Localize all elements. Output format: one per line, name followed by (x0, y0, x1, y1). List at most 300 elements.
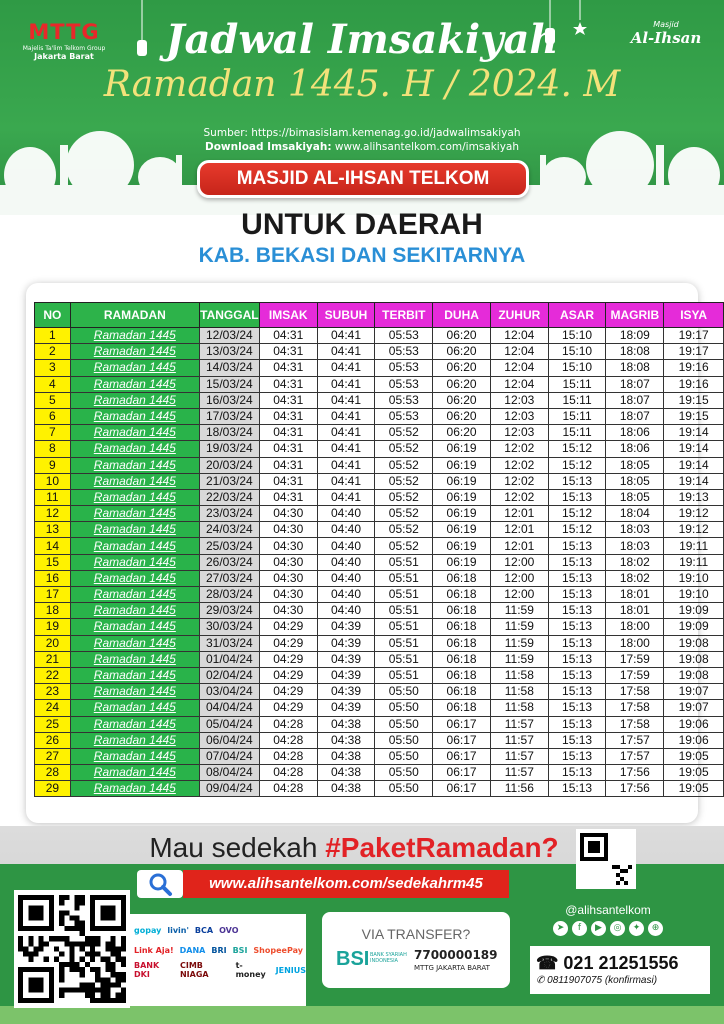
time-cell: 06:19 (433, 473, 491, 489)
ramadan-link[interactable]: Ramadan 1445 (70, 538, 199, 554)
date-cell: 26/03/24 (199, 554, 259, 570)
time-cell: 15:13 (548, 667, 606, 683)
time-cell: 06:20 (433, 360, 491, 376)
time-cell: 04:40 (317, 603, 375, 619)
time-cell: 05:50 (375, 781, 433, 797)
time-cell: 11:57 (490, 732, 548, 748)
org-location: Jakarta Barat (34, 52, 94, 61)
time-cell: 04:31 (259, 360, 317, 376)
time-cell: 06:20 (433, 376, 491, 392)
time-cell: 04:39 (317, 700, 375, 716)
date-cell: 31/03/24 (199, 635, 259, 651)
table-row (35, 619, 724, 635)
time-cell: 18:07 (606, 376, 664, 392)
column-header: IMSAK (259, 303, 317, 328)
table-row (35, 651, 724, 667)
time-cell: 05:53 (375, 408, 433, 424)
time-cell: 19:15 (664, 408, 724, 424)
day-number: 23 (35, 684, 71, 700)
date-cell: 25/03/24 (199, 538, 259, 554)
time-cell: 15:13 (548, 748, 606, 764)
ramadan-link[interactable]: Ramadan 1445 (70, 619, 199, 635)
table-row (35, 554, 724, 570)
ramadan-link[interactable]: Ramadan 1445 (70, 765, 199, 781)
donation-link-box[interactable] (137, 870, 509, 898)
time-cell: 11:59 (490, 651, 548, 667)
ramadan-link[interactable]: Ramadan 1445 (70, 570, 199, 586)
time-cell: 04:39 (317, 684, 375, 700)
time-cell: 19:05 (664, 748, 724, 764)
time-cell: 18:02 (606, 554, 664, 570)
sedekah-prefix: Mau sedekah (149, 832, 326, 863)
time-cell: 17:56 (606, 765, 664, 781)
table-row (35, 684, 724, 700)
time-cell: 19:17 (664, 328, 724, 344)
time-cell: 11:59 (490, 603, 548, 619)
time-cell: 18:05 (606, 489, 664, 505)
time-cell: 04:29 (259, 684, 317, 700)
ramadan-link[interactable]: Ramadan 1445 (70, 554, 199, 570)
time-cell: 04:30 (259, 603, 317, 619)
date-cell: 21/03/24 (199, 473, 259, 489)
date-cell: 08/04/24 (199, 765, 259, 781)
via-transfer-label: VIA TRANSFER? (361, 926, 471, 942)
table-row (35, 700, 724, 716)
table-row (35, 781, 724, 797)
time-cell: 06:19 (433, 489, 491, 505)
time-cell: 18:08 (606, 344, 664, 360)
time-cell: 04:41 (317, 425, 375, 441)
table-row (35, 716, 724, 732)
time-cell: 04:31 (259, 328, 317, 344)
time-cell: 06:18 (433, 635, 491, 651)
day-number: 1 (35, 328, 71, 344)
time-cell: 15:11 (548, 376, 606, 392)
time-cell: 04:31 (259, 344, 317, 360)
source-label: Sumber: (203, 127, 248, 139)
time-cell: 04:39 (317, 619, 375, 635)
telegram-icon[interactable]: ➤ (553, 921, 568, 936)
ramadan-link[interactable]: Ramadan 1445 (70, 732, 199, 748)
table-row (35, 489, 724, 505)
column-header: ZUHUR (490, 303, 548, 328)
time-cell: 04:31 (259, 473, 317, 489)
time-cell: 15:12 (548, 457, 606, 473)
time-cell: 19:09 (664, 619, 724, 635)
time-cell: 06:17 (433, 765, 491, 781)
time-cell: 04:30 (259, 570, 317, 586)
date-cell: 17/03/24 (199, 408, 259, 424)
time-cell: 15:13 (548, 489, 606, 505)
masjid-banner: MASJID AL-IHSAN TELKOM (197, 160, 529, 198)
time-cell: 04:40 (317, 506, 375, 522)
time-cell: 12:01 (490, 506, 548, 522)
time-cell: 05:52 (375, 425, 433, 441)
date-cell: 07/04/24 (199, 748, 259, 764)
time-cell: 05:51 (375, 603, 433, 619)
date-cell: 01/04/24 (199, 651, 259, 667)
ramadan-link[interactable]: Ramadan 1445 (70, 425, 199, 441)
ramadan-link[interactable]: Ramadan 1445 (70, 376, 199, 392)
time-cell: 05:51 (375, 570, 433, 586)
time-cell: 12:01 (490, 522, 548, 538)
time-cell: 15:13 (548, 684, 606, 700)
facebook-icon[interactable]: f (572, 921, 587, 936)
time-cell: 04:29 (259, 635, 317, 651)
time-cell: 05:52 (375, 441, 433, 457)
time-cell: 06:18 (433, 603, 491, 619)
table-row (35, 506, 724, 522)
qr-code-donation[interactable] (576, 829, 636, 889)
time-cell: 04:31 (259, 425, 317, 441)
jenius-logo: JENIUS (275, 965, 306, 975)
page-subtitle: Ramadan 1445. H / 2024. M (103, 64, 621, 105)
ramadan-link[interactable]: Ramadan 1445 (70, 408, 199, 424)
time-cell: 18:06 (606, 425, 664, 441)
time-cell: 04:31 (259, 392, 317, 408)
day-number: 11 (35, 489, 71, 505)
time-cell: 04:41 (317, 408, 375, 424)
time-cell: 19:14 (664, 425, 724, 441)
time-cell: 15:13 (548, 538, 606, 554)
time-cell: 18:05 (606, 457, 664, 473)
date-cell: 04/04/24 (199, 700, 259, 716)
time-cell: 12:00 (490, 587, 548, 603)
time-cell: 17:57 (606, 748, 664, 764)
time-cell: 04:31 (259, 489, 317, 505)
livin-logo: livin' (167, 925, 189, 935)
time-cell: 17:57 (606, 732, 664, 748)
table-row (35, 732, 724, 748)
day-number: 9 (35, 457, 71, 473)
time-cell: 04:28 (259, 716, 317, 732)
day-number: 28 (35, 765, 71, 781)
table-row (35, 457, 724, 473)
table-row (35, 667, 724, 683)
time-cell: 19:14 (664, 473, 724, 489)
time-cell: 18:05 (606, 473, 664, 489)
day-number: 7 (35, 425, 71, 441)
time-cell: 05:52 (375, 473, 433, 489)
time-cell: 06:20 (433, 408, 491, 424)
time-cell: 06:19 (433, 538, 491, 554)
account-name: MTTG JAKARTA BARAT (414, 964, 490, 972)
time-cell: 19:05 (664, 765, 724, 781)
time-cell: 19:08 (664, 635, 724, 651)
column-header: SUBUH (317, 303, 375, 328)
website-icon[interactable]: ⊕ (648, 921, 663, 936)
time-cell: 05:51 (375, 651, 433, 667)
day-number: 17 (35, 587, 71, 603)
time-cell: 06:17 (433, 716, 491, 732)
ramadan-link[interactable]: Ramadan 1445 (70, 651, 199, 667)
date-cell: 24/03/24 (199, 522, 259, 538)
table-row (35, 441, 724, 457)
source-link[interactable]: https://bimasislam.kemenag.go.id/jadwalimsakiyah (251, 127, 521, 139)
sedekah-headline (134, 832, 574, 864)
time-cell: 19:08 (664, 651, 724, 667)
time-cell: 12:02 (490, 441, 548, 457)
table-row (35, 587, 724, 603)
time-cell: 11:58 (490, 700, 548, 716)
date-cell: 29/03/24 (199, 603, 259, 619)
ramadan-link[interactable]: Ramadan 1445 (70, 489, 199, 505)
date-cell: 16/03/24 (199, 392, 259, 408)
bca-logo: BCA (194, 925, 214, 935)
time-cell: 06:18 (433, 587, 491, 603)
column-header: NO (35, 303, 71, 328)
time-cell: 06:18 (433, 667, 491, 683)
time-cell: 12:02 (490, 457, 548, 473)
time-cell: 18:02 (606, 570, 664, 586)
table-row (35, 538, 724, 554)
time-cell: 04:38 (317, 716, 375, 732)
time-cell: 15:13 (548, 603, 606, 619)
ramadan-link[interactable]: Ramadan 1445 (70, 392, 199, 408)
time-cell: 04:41 (317, 360, 375, 376)
time-cell: 19:08 (664, 667, 724, 683)
time-cell: 04:31 (259, 441, 317, 457)
masjid-logo-name: Al-Ihsan (630, 29, 702, 47)
time-cell: 05:51 (375, 635, 433, 651)
donation-url[interactable]: www.alihsantelkom.com/sedekahrm45 (183, 870, 509, 898)
time-cell: 04:28 (259, 748, 317, 764)
date-cell: 02/04/24 (199, 667, 259, 683)
time-cell: 19:09 (664, 603, 724, 619)
day-number: 19 (35, 619, 71, 635)
time-cell: 19:16 (664, 360, 724, 376)
time-cell: 15:12 (548, 441, 606, 457)
ramadan-link[interactable]: Ramadan 1445 (70, 700, 199, 716)
time-cell: 12:04 (490, 344, 548, 360)
time-cell: 06:18 (433, 700, 491, 716)
column-header: ISYA (664, 303, 724, 328)
download-link[interactable]: www.alihsantelkom.com/imsakiyah (334, 141, 519, 153)
time-cell: 15:13 (548, 651, 606, 667)
day-number: 25 (35, 716, 71, 732)
time-cell: 12:02 (490, 473, 548, 489)
time-cell: 05:51 (375, 667, 433, 683)
ramadan-link[interactable]: Ramadan 1445 (70, 506, 199, 522)
social-media (538, 903, 678, 936)
time-cell: 11:57 (490, 716, 548, 732)
time-cell: 05:50 (375, 765, 433, 781)
instagram-icon[interactable]: ◎ (610, 921, 625, 936)
time-cell: 15:12 (548, 522, 606, 538)
ramadan-link[interactable]: Ramadan 1445 (70, 587, 199, 603)
time-cell: 19:14 (664, 441, 724, 457)
time-cell: 04:30 (259, 538, 317, 554)
qr-code-payment[interactable] (14, 890, 130, 1008)
time-cell: 12:03 (490, 392, 548, 408)
youtube-icon[interactable]: ▶ (591, 921, 606, 936)
time-cell: 05:53 (375, 344, 433, 360)
payment-methods-panel (130, 914, 306, 1006)
time-cell: 04:41 (317, 344, 375, 360)
ramadan-link[interactable]: Ramadan 1445 (70, 473, 199, 489)
time-cell: 19:05 (664, 781, 724, 797)
date-cell: 27/03/24 (199, 570, 259, 586)
day-number: 2 (35, 344, 71, 360)
time-cell: 15:11 (548, 392, 606, 408)
column-header: TANGGAL (199, 303, 259, 328)
time-cell: 06:18 (433, 619, 491, 635)
day-number: 3 (35, 360, 71, 376)
table-row (35, 473, 724, 489)
time-cell: 06:19 (433, 522, 491, 538)
time-cell: 15:10 (548, 344, 606, 360)
ramadan-link[interactable]: Ramadan 1445 (70, 344, 199, 360)
time-cell: 19:17 (664, 344, 724, 360)
time-cell: 17:58 (606, 684, 664, 700)
ramadan-link[interactable]: Ramadan 1445 (70, 748, 199, 764)
ramadan-link[interactable]: Ramadan 1445 (70, 635, 199, 651)
time-cell: 05:51 (375, 619, 433, 635)
account-number: 7700000189 (414, 948, 498, 962)
column-header: ASAR (548, 303, 606, 328)
time-cell: 06:17 (433, 781, 491, 797)
gopay-logo: gopay (134, 925, 162, 935)
transfer-panel (322, 912, 510, 988)
date-cell: 28/03/24 (199, 587, 259, 603)
ramadan-link[interactable]: Ramadan 1445 (70, 328, 199, 344)
time-cell: 15:13 (548, 619, 606, 635)
day-number: 18 (35, 603, 71, 619)
time-cell: 04:41 (317, 392, 375, 408)
time-cell: 19:06 (664, 732, 724, 748)
ramadan-link[interactable]: Ramadan 1445 (70, 684, 199, 700)
time-cell: 11:57 (490, 765, 548, 781)
time-cell: 04:29 (259, 667, 317, 683)
time-cell: 05:52 (375, 489, 433, 505)
time-cell: 04:40 (317, 538, 375, 554)
time-cell: 18:00 (606, 635, 664, 651)
ramadan-link[interactable]: Ramadan 1445 (70, 716, 199, 732)
date-cell: 15/03/24 (199, 376, 259, 392)
time-cell: 04:28 (259, 765, 317, 781)
time-cell: 15:13 (548, 765, 606, 781)
time-cell: 18:03 (606, 522, 664, 538)
ramadan-link[interactable]: Ramadan 1445 (70, 441, 199, 457)
ramadan-link[interactable]: Ramadan 1445 (70, 667, 199, 683)
time-cell: 15:13 (548, 473, 606, 489)
time-cell: 04:30 (259, 522, 317, 538)
time-cell: 04:39 (317, 651, 375, 667)
date-cell: 20/03/24 (199, 457, 259, 473)
time-cell: 05:50 (375, 716, 433, 732)
time-cell: 12:04 (490, 360, 548, 376)
table-row (35, 425, 724, 441)
tmoney-logo: t-money (235, 961, 266, 979)
ramadan-link[interactable]: Ramadan 1445 (70, 360, 199, 376)
time-cell: 12:00 (490, 554, 548, 570)
phone-number[interactable]: ☎ 021 21251556 (536, 953, 679, 973)
time-cell: 19:16 (664, 376, 724, 392)
time-cell: 12:04 (490, 376, 548, 392)
time-cell: 04:31 (259, 408, 317, 424)
ramadan-link[interactable]: Ramadan 1445 (70, 781, 199, 797)
linkaja-logo: Link Aja! (134, 945, 174, 955)
column-header: TERBIT (375, 303, 433, 328)
date-cell: 22/03/24 (199, 489, 259, 505)
day-number: 29 (35, 781, 71, 797)
time-cell: 17:58 (606, 716, 664, 732)
day-number: 15 (35, 554, 71, 570)
time-cell: 15:10 (548, 360, 606, 376)
whatsapp-text: 0811907075 (konfirmasi) (547, 975, 658, 986)
time-cell: 04:41 (317, 457, 375, 473)
date-cell: 06/04/24 (199, 732, 259, 748)
time-cell: 06:17 (433, 732, 491, 748)
time-cell: 06:20 (433, 425, 491, 441)
table-row (35, 765, 724, 781)
table-row (35, 376, 724, 392)
day-number: 8 (35, 441, 71, 457)
time-cell: 04:40 (317, 587, 375, 603)
time-cell: 05:52 (375, 506, 433, 522)
time-cell: 06:18 (433, 651, 491, 667)
search-icon (137, 870, 183, 898)
time-cell: 15:13 (548, 635, 606, 651)
time-cell: 12:04 (490, 328, 548, 344)
time-cell: 15:11 (548, 425, 606, 441)
column-header: DUHA (433, 303, 491, 328)
time-cell: 04:28 (259, 781, 317, 797)
date-cell: 03/04/24 (199, 684, 259, 700)
table-row (35, 603, 724, 619)
time-cell: 12:01 (490, 538, 548, 554)
bsi-logo: BSI (232, 945, 248, 955)
time-cell: 15:12 (548, 506, 606, 522)
day-number: 16 (35, 570, 71, 586)
ramadan-link[interactable]: Ramadan 1445 (70, 457, 199, 473)
time-cell: 04:29 (259, 651, 317, 667)
day-number: 14 (35, 538, 71, 554)
ramadan-link[interactable]: Ramadan 1445 (70, 522, 199, 538)
day-number: 4 (35, 376, 71, 392)
time-cell: 04:41 (317, 328, 375, 344)
table-row (35, 408, 724, 424)
twitter-icon[interactable]: ✦ (629, 921, 644, 936)
time-cell: 18:09 (606, 328, 664, 344)
time-cell: 06:17 (433, 748, 491, 764)
time-cell: 04:40 (317, 570, 375, 586)
time-cell: 05:51 (375, 587, 433, 603)
time-cell: 18:00 (606, 619, 664, 635)
day-number: 5 (35, 392, 71, 408)
time-cell: 18:04 (606, 506, 664, 522)
time-cell: 18:03 (606, 538, 664, 554)
ramadan-link[interactable]: Ramadan 1445 (70, 603, 199, 619)
time-cell: 05:51 (375, 554, 433, 570)
time-cell: 05:52 (375, 538, 433, 554)
time-cell: 05:50 (375, 732, 433, 748)
date-cell: 18/03/24 (199, 425, 259, 441)
social-handle[interactable]: @alihsantelkom (565, 903, 651, 917)
day-number: 13 (35, 522, 71, 538)
time-cell: 04:39 (317, 667, 375, 683)
day-number: 24 (35, 700, 71, 716)
time-cell: 19:11 (664, 538, 724, 554)
time-cell: 06:18 (433, 570, 491, 586)
time-cell: 17:59 (606, 651, 664, 667)
date-cell: 12/03/24 (199, 328, 259, 344)
whatsapp-number[interactable]: ✆ 0811907075 (konfirmasi) (536, 975, 658, 986)
time-cell: 04:29 (259, 700, 317, 716)
time-cell: 04:38 (317, 748, 375, 764)
time-cell: 19:10 (664, 587, 724, 603)
shopeepay-logo: ShopeePay (253, 945, 303, 955)
